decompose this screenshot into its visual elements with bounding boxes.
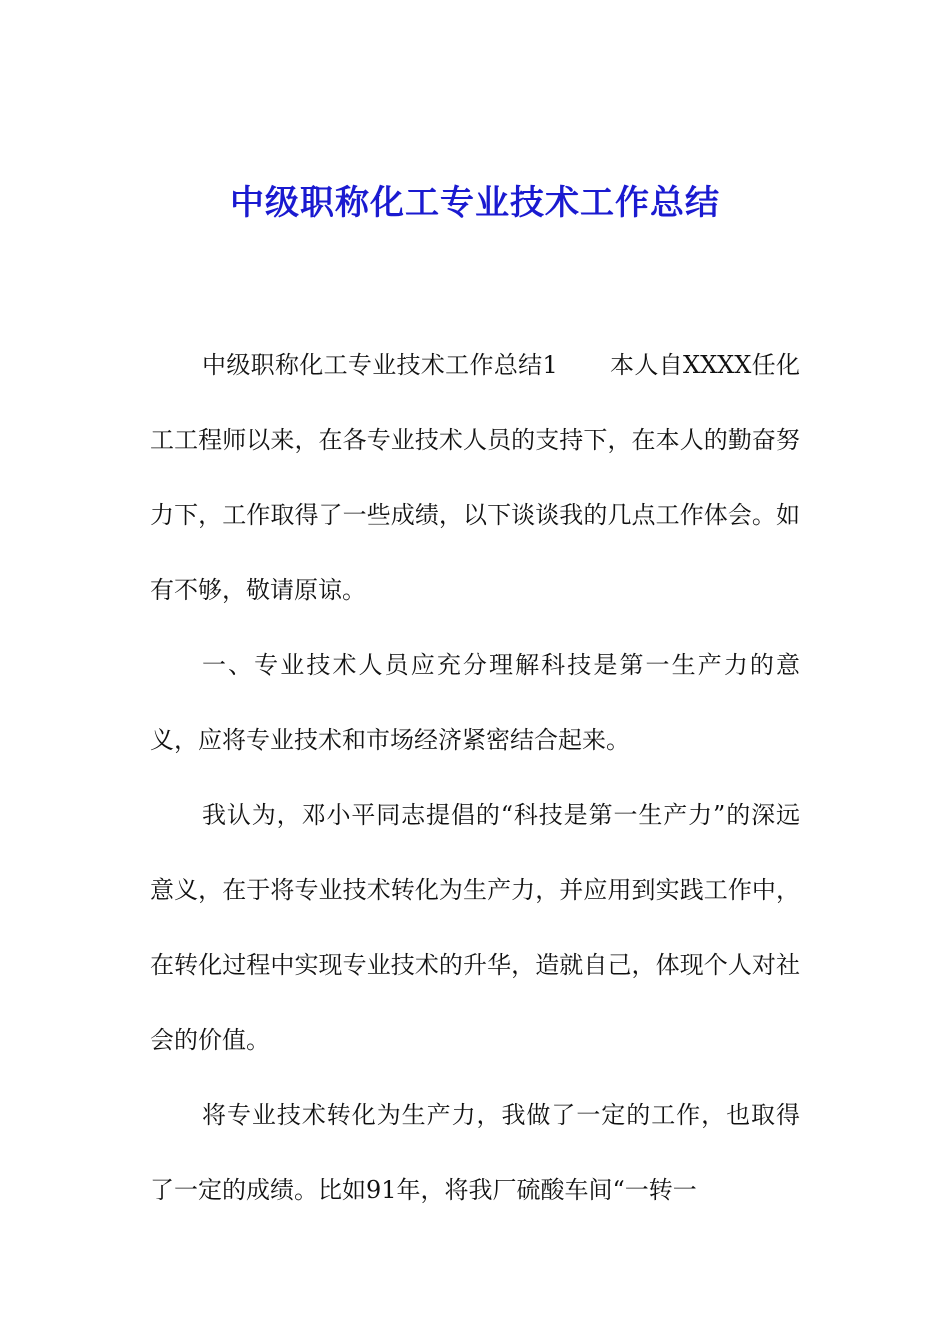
- paragraph-1: [150, 328, 800, 628]
- document-body: [150, 328, 800, 1228]
- paragraph-2: 一、专业技术人员应充分理解科技是第一生产力的意义，应将专业技术和市场经济紧密结合起来。: [150, 651, 800, 754]
- paragraph-3: 我认为，邓小平同志提倡的“科技是第一生产力”的深远意义，在于将专业技术转化为生产力，并应用到实践工作中，在转化过程中实现专业技术的升华，造就自己，体现个人对社会的价值。: [150, 801, 800, 1054]
- paragraph-1-heading: 中级职称化工专业技术工作总结1: [202, 351, 558, 379]
- document-title: 中级职称化工专业技术工作总结: [230, 183, 720, 223]
- paragraph-1-text: 本人自XXXX任化工工程师以来，在各专业技术人员的支持下，在本人的勤奋努力下，工作取得了一些成绩，以下谈谈我的几点工作体会。如有不够，敬请原谅。: [150, 351, 800, 604]
- paragraph-4: 将专业技术转化为生产力，我做了一定的工作，也取得了一定的成绩。比如91年，将我厂硫酸车间“一转一: [150, 1101, 800, 1204]
